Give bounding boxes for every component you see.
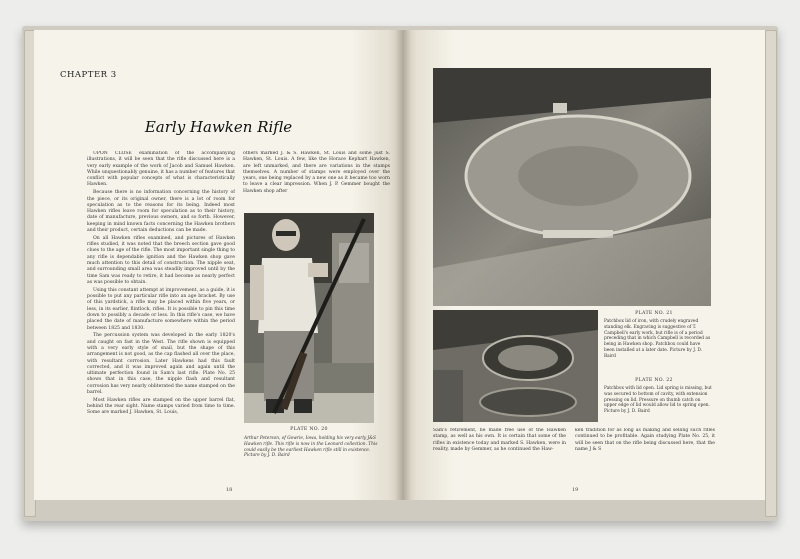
photo-caption: Patchbox with lid open. Lid spring is missing, but was secured to bottom of cavity, with extension pressing on lid. Pressure on thumb catch on upper edge of lid would allow lid to spring open. Picture by J. D. Baird — [604, 386, 712, 415]
photo-man-with-rifle — [244, 213, 374, 423]
photo-caption: Patchbox lid of iron, with crudely engraved standing elk. Engraving is suggestive of T. Campbell's early work, but rifle is of a period preceding that in which Campbell is recorded as being in Hawken shop. Patchbox could have been installed at a later date. Picture by J. D. Baird — [604, 319, 711, 359]
page-number: 18 — [226, 487, 233, 493]
paragraph: On all Hawken rifles examined, and pictures of Hawken rifles studied, it was noted that the breech section gave good clues to the age of the rifle. The most important single thing to any rifle is dependable ignition and the Hawken shop gave much attention to this detail of construction. The nipple seat, and surrounding small area was steadily improved until by the time Sam was ready to retire, it had become as nearly perfect as was possible to obtain. — [87, 235, 235, 285]
paragraph: Using this constant attempt at improvement, as a guide, it is possible to put any particular rifle into an age bracket. By use of this yardstick, a rifle may be placed within five years, or less, in its earlier, flintlock, rifles. It is possible to pin this time down to possibly a decade or less. In this rifle's case, we have placed the date of manufacture somewhere within the period between 1825 and 1830. — [87, 287, 235, 331]
plate-label: PLATE NO. 20 — [290, 427, 328, 432]
paragraph: The percussion system was developed in the early 1820's and caught on fast in the West. The rifle shown is equipped with a very early style of snail, but the shape of this arrangement is not good, as the cap flashed all over the place, with resultant corrosion. Later Hawkens had this fault corrected, and it was improved again and again until the ultimate perfection found in Sam's last rifle. Plate No. 25 shows that in this case, the nipple flash and resultant corrosion has very nearly obliterated the name stamped on the barrel. — [87, 333, 235, 395]
plate-label: PLATE NO. 22 — [635, 378, 673, 383]
photo-illustration — [244, 213, 374, 423]
photo-illustration — [433, 310, 598, 422]
left-column-b — [243, 151, 390, 215]
paragraph: others marked J. & S. Hawken, St. Louis and some just S. Hawken, St. Louis. A few, like the Horace Kephart Hawken, are left unmarked, and there are variations in the stamps themselves. A number of stamps were employed over the years, one being replaced by a new one as it became too worn to leave a clear impression. When J. P. Gemmer bought the Hawken shop after — [243, 151, 390, 194]
paragraph: ken tradition for as long as making and selling such rifles continued to be profitable. Again studying Plate No. 25, it will be seen that on the rifle being discussed here, that the name J & S — [575, 428, 715, 452]
photo-patchbox-open — [433, 310, 598, 422]
right-column-b — [575, 428, 715, 486]
right-column-a — [433, 428, 566, 486]
spine-shadow — [395, 30, 411, 500]
paragraph: Sam's retirement, he made free use of the Hawken stamp, as well as his own. It is certain that some of the rifles in existence today and marked S. Hawken, were in reality, made by Gemmer, as he continued the Haw- — [433, 428, 566, 452]
paragraph: UPON CLOSE examination of the accompanying illustrations, it will be seen that the rifle discussed here is a very early example of the work of Jacob and Samuel Hawken. While unquestionably genuine, it has a number of features that conflict with popular concepts of what is characteristically Hawken. — [87, 151, 235, 188]
plate-label: PLATE NO. 21 — [635, 311, 673, 316]
left-column-a — [87, 151, 235, 478]
page-number: 19 — [572, 487, 579, 493]
photo-patchbox-closed — [433, 68, 711, 306]
chapter-heading: CHAPTER 3 — [60, 70, 117, 80]
paragraph: Because there is no information concerning the history of the piece, or its original owner, there is a lot of room for speculation as to the reasons for its being. Indeed most Hawken rifles leave room for speculation as to their history, date of manufacture, previous owners, and so forth. However, keeping in mind known facts concerning the Hawken brothers and their product, certain deductions can be made. — [87, 190, 235, 234]
cover-edge-right — [765, 30, 777, 517]
paragraph: Most Hawken rifles are stamped on the upper barrel flat, behind the rear sight. Name stamps varied from time to time. Some are marked J. Hawken, St. Louis, — [87, 397, 235, 416]
photo-illustration — [433, 68, 711, 306]
chapter-title: Early Hawken Rifle — [144, 118, 293, 136]
photo-caption: Arthur Peterson, of Gowrie, Iowa, holding his very early J&S Hawken rifle. This rifle is now in the Leonard collection. This could easily be the earliest Hawken rifle still in existence. Picture by J. D. Baird — [244, 436, 378, 459]
